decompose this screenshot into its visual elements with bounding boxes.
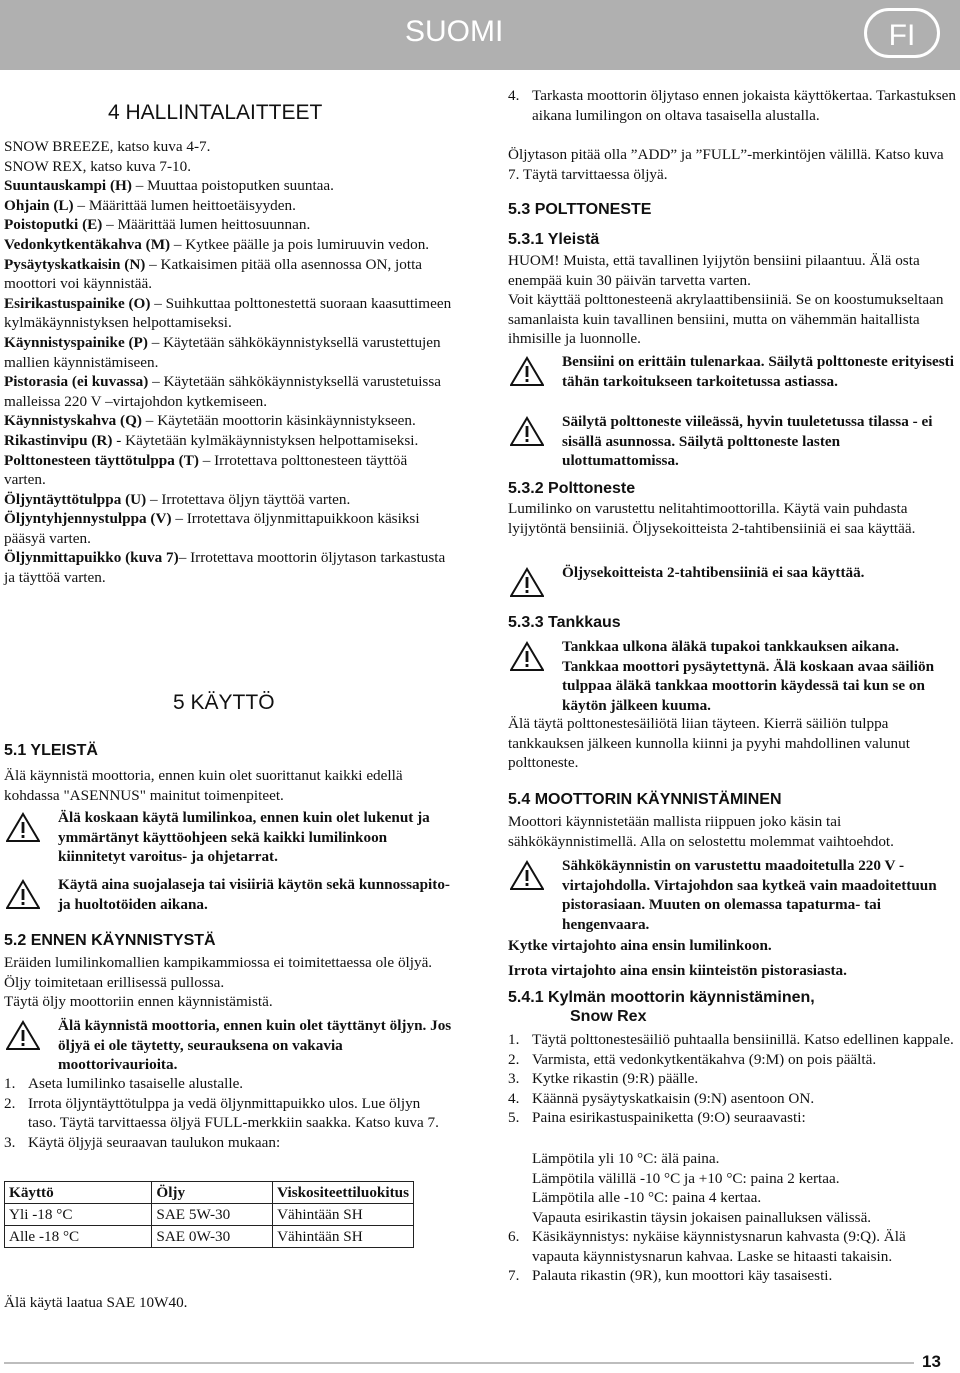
warning-triangle-icon	[6, 812, 40, 842]
list-text: Käsikäynnistys: nykäise käynnistysnarun kahvasta (9:Q). Älä vapauta käynnistysnarun kahvaa. Laske se hitaasti takaisin.	[532, 1228, 906, 1265]
language-badge: FI	[864, 8, 940, 58]
control-text: SNOW REX, katso kuva 7-10.	[4, 157, 192, 175]
paragraph: Eräiden lumilinkomallien kampikammiossa ei toimitettaessa ole öljyä. Öljy toimitetaan erillisessä pullossa.	[4, 954, 433, 991]
warning-block	[4, 875, 452, 914]
warning-block	[508, 352, 956, 391]
list-text: Aseta lumilinko tasaiselle alustalle.	[28, 1075, 244, 1092]
control-text: – Käytetään moottorin käsinkäynnistykseen.	[142, 412, 416, 430]
control-name: Ohjain (L)	[4, 196, 74, 214]
control-text: – Määrittää lumen heittosuunnan.	[102, 216, 311, 234]
list-item	[508, 1089, 956, 1109]
list-number: 3.	[4, 1133, 16, 1151]
table-header: Käyttö	[5, 1182, 152, 1204]
control-text: – Irrotettava polttonesteen täyttöä varten.	[4, 451, 408, 489]
list-text: Varmista, että vedonkytkentäkahva (9:M) on pois päältä.	[532, 1050, 877, 1068]
control-name: Vedonkytkentäkahva (M)	[4, 235, 171, 253]
paragraph: Voit käyttää polttonesteenä akrylaattibensiiniä. Se on koostumukseltaan samanlaista kuin tavallinen bensiini, mutta on vähemmän haitallista ihmisille ja luonnolle.	[508, 291, 944, 348]
warning-block	[508, 412, 956, 471]
warning-block	[4, 1016, 452, 1075]
section-4-title: 4 HALLINTALAITTEET	[108, 101, 323, 124]
section-5-4-title: 5.4 MOOTTORIN KÄYNNISTÄMINEN	[508, 791, 782, 808]
table-header: Viskositeettiluokitus	[273, 1182, 414, 1204]
control-name: Esirikastuspainike (O)	[4, 294, 151, 312]
control-description	[4, 255, 452, 294]
list-number: 6.	[508, 1228, 520, 1245]
section-5-3-1-title: 5.3.1 Yleistä	[508, 231, 600, 248]
warning-text: Öljysekoitteista 2-tahtibensiiniä ei saa käyttää.	[562, 564, 865, 581]
table-cell: Vähintään SH	[273, 1226, 414, 1248]
control-description	[4, 372, 452, 411]
control-description	[4, 451, 452, 490]
list-text: Palauta rikastin (9R), kun moottori käy tasaisesti.	[532, 1267, 833, 1285]
header-bar	[0, 0, 960, 70]
oil-step-4	[508, 86, 956, 125]
temperature-line: Lämpötila yli 10 °C: älä paina.	[532, 1150, 720, 1167]
control-text: – Käytetään sähkökäynnistyksellä varustettujen mallien käynnistämiseen.	[4, 333, 441, 371]
warning-triangle-icon	[6, 879, 40, 909]
table-row	[5, 1226, 414, 1248]
table-header: Öljy	[152, 1182, 273, 1204]
list-number: 4.	[508, 1089, 520, 1107]
control-description	[4, 176, 452, 196]
list-item	[508, 1227, 956, 1266]
warning-text: Säilytä polttoneste viileässä, hyvin tuuletetussa tilassa - ei sisällä asunnossa. Säilytä polttoneste lasten ulottumattomissa.	[562, 413, 933, 470]
warning-block	[508, 637, 956, 715]
list-number: 5.	[508, 1109, 520, 1127]
warning-text: Tankkaa ulkona äläkä tupakoi tankkauksen aikana. Tankkaa moottori pysäytettynä. Älä koskaan avaa säiliön tulppaa äläkä tankkaa moottorin käydessä tai kun se on käytön jälkeen kuuma.	[562, 638, 935, 714]
list-number: 3.	[508, 1070, 520, 1088]
list-item	[4, 1074, 452, 1094]
control-text: – Muuttaa poistoputken suuntaa.	[131, 177, 334, 195]
section-5-4-1-subtitle: Snow Rex	[570, 1008, 647, 1025]
control-text: – Katkaisimen pitää olla asennossa ON, jotta moottori voi käynnistää.	[4, 255, 423, 293]
table-row	[5, 1204, 414, 1226]
list-item	[508, 1266, 956, 1286]
paragraph: Täytä öljy moottoriin ennen käynnistämistä.	[4, 993, 273, 1011]
warning-triangle-icon	[510, 641, 544, 671]
control-description	[4, 411, 452, 431]
warning-text: Bensiini on erittäin tulenarkaa. Säilytä polttoneste erityisesti tähän tarkoitukseen tarkoitetussa astiassa.	[562, 353, 954, 390]
list-text: Käännä pysäytyskatkaisin (9:N) asentoon ON.	[532, 1089, 815, 1107]
table-cell: Vähintään SH	[273, 1204, 414, 1226]
section-5-title: 5 KÄYTTÖ	[173, 691, 275, 714]
list-number: 2.	[4, 1094, 16, 1112]
list-item	[508, 1069, 956, 1089]
warning-triangle-icon	[510, 860, 544, 890]
control-name: Käynnistyspainike (P)	[4, 333, 148, 351]
table-cell: Yli -18 °C	[5, 1204, 152, 1226]
warning-block	[4, 808, 452, 867]
temperature-line: Lämpötila välillä -10 °C ja +10 °C: paina 2 kertaa.	[532, 1169, 840, 1187]
control-description	[4, 333, 452, 372]
control-name: Öljyntyhjennystulppa (V)	[4, 510, 172, 528]
language-title: SUOMI	[405, 15, 504, 48]
control-name: Öljyntäyttötulppa (U)	[4, 490, 147, 508]
table-cell: SAE 5W-30	[152, 1204, 273, 1226]
list-item	[4, 1094, 452, 1133]
after-table-note: Älä käytä laatua SAE 10W40.	[4, 1294, 188, 1311]
control-description	[4, 196, 452, 216]
section-5-3-3-title: 5.3.3 Tankkaus	[508, 614, 621, 631]
warning-block	[508, 563, 956, 583]
warning-text: Sähkökäynnistin on varustettu maadoitetulla 220 V -virtajohdolla. Virtajohdon saa kytkeä vain maadoitettuun pistorasiaan. Muuten on olemassa tapaturma- tai hengenvaara.	[562, 857, 937, 933]
section-5-2-text	[4, 953, 452, 1012]
bold-instruction: Irrota virtajohto aina ensin kiinteistön pistorasiasta.	[508, 962, 847, 979]
control-name: Pysäytyskatkaisin (N)	[4, 255, 146, 273]
page-number: 13	[922, 1352, 941, 1371]
list-text: Tarkasta moottorin öljytaso ennen jokaista käyttökertaa. Tarkastuksen aikana lumilingon on oltava tasaisella alustalla.	[532, 87, 956, 124]
paragraph: HUOM! Muista, että tavallinen lyijytön bensiini pilaantuu. Älä osta enempää kuin 30 päivän tarvetta varten.	[508, 252, 920, 289]
control-description	[4, 235, 452, 255]
control-name: Poistoputki (E)	[4, 216, 103, 234]
list-number: 1.	[4, 1075, 16, 1092]
control-name: Polttonesteen täyttötulppa (T)	[4, 451, 199, 469]
section-5-3-2-title: 5.3.2 Polttoneste	[508, 480, 636, 497]
control-name: Käynnistyskahva (Q)	[4, 412, 142, 430]
section-5-3-title: 5.3 POLTTONESTE	[508, 201, 652, 218]
control-description	[4, 215, 452, 235]
table-cell: Alle -18 °C	[5, 1226, 152, 1248]
control-name: Pistorasia (ei kuvassa)	[4, 373, 149, 391]
warning-triangle-icon	[510, 567, 544, 597]
control-name: Öljynmittapuikko (kuva 7)	[4, 549, 179, 567]
table-cell: SAE 0W-30	[152, 1226, 273, 1248]
list-number: 4.	[508, 87, 520, 104]
warning-block	[508, 856, 956, 934]
section-5-1-text: Älä käynnistä moottoria, ennen kuin olet suorittanut kaikki edellä kohdassa "ASENNUS" mainitut toimenpiteet.	[4, 767, 403, 804]
section-5-2-title: 5.2 ENNEN KÄYNNISTYSTÄ	[4, 932, 216, 949]
control-text: - Käytetään kylmäkäynnistyksen helpottamiseksi.	[112, 431, 419, 449]
list-text: Täytä polttonestesäiliö puhtaalla bensiinillä. Katso edellinen kappale.	[532, 1031, 954, 1048]
control-text: – Irrotettava öljynmittapuikkoon käsiksi pääsyä varten.	[4, 510, 420, 547]
list-number: 7.	[508, 1267, 520, 1285]
list-text: Käytä öljyjä seuraavan taulukon mukaan:	[28, 1133, 281, 1151]
temperature-line: Vapauta esirikastin täysin jokaisen painalluksen välissä.	[532, 1208, 872, 1226]
warning-triangle-icon	[510, 416, 544, 446]
control-description	[4, 509, 452, 548]
bold-instruction: Kytke virtajohto aina ensin lumilinkoon.	[508, 937, 772, 954]
control-description	[4, 431, 452, 451]
control-text: – Suihkuttaa polttonestettä suoraan kaasuttimeen kylmäkäynnistyksen helpottamiseksi.	[4, 294, 452, 332]
section-5-3-3-text: Älä täytä polttonestesäiliötä liian täyteen. Kierrä säiliön tulppa tankkauksen jälkeen kunnolla kiinni ja pyyhi mahdollinen valunut polttoneste.	[508, 715, 910, 772]
list-text: Irrota öljyntäyttötulppa ja vedä öljynmittapuikko ulos. Lue öljyn taso. Täytä tarvittaessa öljyä FULL-merkkiin saakka. Katso kuva 7.	[28, 1094, 439, 1132]
list-number: 2.	[508, 1050, 520, 1068]
warning-triangle-icon	[6, 1020, 40, 1050]
control-name: Rikastinvipu (R)	[4, 431, 113, 449]
section-5-3-1-text	[508, 251, 956, 349]
temperature-line: Lämpötila alle -10 °C: paina 4 kertaa.	[532, 1189, 762, 1207]
section-5-1-title: 5.1 YLEISTÄ	[4, 742, 98, 759]
control-text: – Määrittää lumen heittoetäisyyden.	[73, 196, 296, 214]
start-steps-list	[508, 1030, 956, 1128]
control-description	[4, 157, 452, 177]
section-5-4-text: Moottori käynnistetään mallista riippuen joko käsin tai sähkökäynnistimellä. Alla on selostettu molemmat vaihtoehdot.	[508, 813, 894, 850]
warning-text: Käytä aina suojalaseja tai visiiriä käytön sekä kunnossapito- ja huoltotöiden aikana.	[58, 876, 450, 913]
footer-rule	[4, 1362, 914, 1364]
control-description	[4, 294, 452, 333]
list-number: 1.	[508, 1031, 520, 1048]
section-5-3-2-text: Lumilinko on varustettu nelitahtimoottorilla. Käytä vain puhdasta lyijytöntä bensiiniä. Öljysekoitteista 2-tahtibensiiniä ei saa käyttää.	[508, 500, 916, 537]
start-steps-list-2	[508, 1227, 956, 1286]
control-description	[4, 490, 452, 510]
section-5-4-1-title: 5.4.1 Kylmän moottorin käynnistäminen,	[508, 989, 815, 1006]
control-text: – Käytetään sähkökäynnistyksellä varustetuissa malleissa 220 V –virtajohdon kytkemiseen.	[4, 373, 441, 410]
controls-list	[4, 137, 452, 588]
temperature-list	[532, 1149, 956, 1227]
warning-text: Älä käynnistä moottoria, ennen kuin olet täyttänyt öljyn. Jos öljyä ei ole täytetty, seurauksena on vakavia moottorivaurioita.	[58, 1017, 452, 1074]
list-item	[508, 1030, 956, 1050]
control-text: SNOW BREEZE, katso kuva 4-7.	[4, 138, 211, 155]
oil-level-text: Öljytason pitää olla ”ADD” ja ”FULL”-merkintöjen välillä. Katso kuva 7. Täytä tarvittaessa öljyä.	[508, 146, 944, 183]
list-item	[4, 1133, 452, 1153]
oil-table	[4, 1181, 414, 1248]
control-text: – Irrotettava öljyn täyttöä varten.	[146, 490, 351, 508]
warning-text: Älä koskaan käytä lumilinkoa, ennen kuin olet lukenut ja ymmärtänyt käyttöohjeen sekä kaikki lumilinkoon kiinnitetyt varoitus- ja ohjetarrat.	[58, 809, 430, 866]
warning-triangle-icon	[510, 356, 544, 386]
oil-steps-list	[4, 1074, 452, 1152]
control-description	[4, 548, 452, 587]
control-text: – Kytkee päälle ja pois lumiruuvin vedon.	[170, 235, 430, 253]
list-text: Paina esirikastuspainiketta (9:O) seuraavasti:	[532, 1109, 806, 1127]
control-name: Suuntauskampi (H)	[4, 177, 132, 195]
list-item	[508, 1050, 956, 1070]
list-text: Kytke rikastin (9:R) päälle.	[532, 1070, 699, 1088]
control-description	[4, 137, 452, 157]
control-text: – Irrotettava moottorin öljytason tarkastusta ja täyttöä varten.	[4, 549, 446, 587]
list-item	[508, 1108, 956, 1128]
